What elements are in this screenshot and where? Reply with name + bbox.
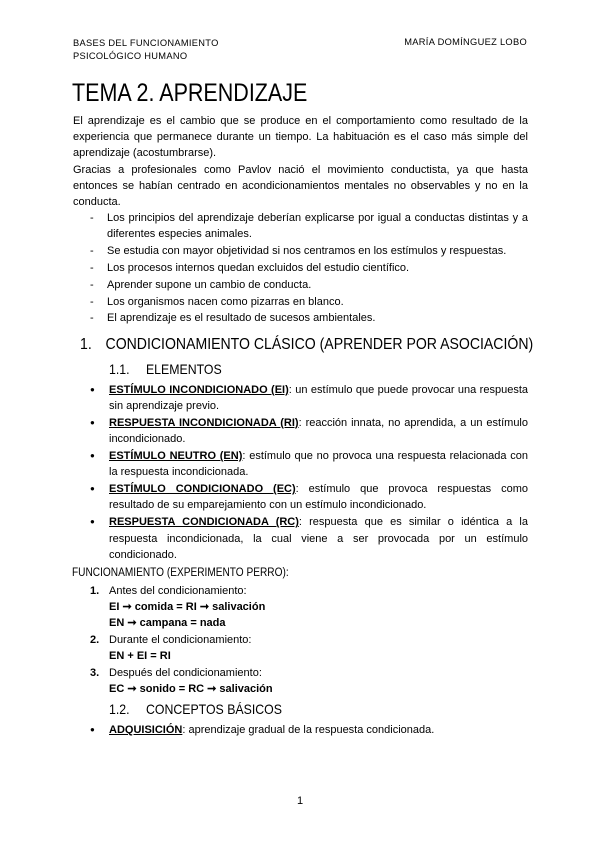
section-title: CONDICIONAMIENTO CLÁSICO (APRENDER POR ASOCIACIÓN) — [105, 335, 534, 353]
intro-paragraph: Gracias a profesionales como Pavlov nació el movimiento conductista, ya que hasta entonces se habían centrado en acondicionamientos mentales no observables y no en la conducta. — [73, 163, 528, 209]
definition-term: ESTÍMULO NEUTRO (EN) — [109, 450, 243, 463]
header-subject-line1: BASES DEL FUNCIONAMIENTO — [73, 38, 219, 48]
definition-text: : respuesta que es similar o idéntica a la respuesta incondicionada, la cual viene a ser provocada por un estímulo condicionado. — [109, 516, 528, 561]
list-item: - El aprendizaje es el resultado de sucesos ambientales. — [107, 310, 528, 326]
definition-term: ESTÍMULO CONDICIONADO (EC) — [109, 483, 296, 496]
definition-text: : reacción innata, no aprendida, a un estímulo incondicionado. — [109, 416, 528, 446]
definition-term: RESPUESTA INCONDICIONADA (RI) — [109, 416, 299, 429]
list-item: - Los organismos nacen como pizarras en blanco. — [107, 294, 528, 310]
definition-term: ADQUISICIÓN — [109, 723, 183, 736]
step-number: 2. — [90, 634, 100, 647]
step-item — [90, 665, 528, 697]
list-item — [109, 415, 528, 447]
list-item: - Los principios del aprendizaje deberían explicarse por igual a conductas distintas y a diferentes especies animales. — [107, 210, 528, 242]
principles-list — [73, 210, 528, 326]
list-item: - Se estudia con mayor objetividad si nos centramos en los estímulos y respuestas. — [107, 243, 528, 259]
section-number: 1. — [80, 335, 92, 353]
step-label: Después del condicionamiento: — [109, 667, 262, 680]
definition-text: : un estímulo que puede provocar una respuesta sin aprendizaje previo. — [109, 383, 528, 412]
list-item — [109, 722, 528, 738]
intro-paragraph: El aprendizaje es el cambio que se produce en el comportamiento como resultado de la experiencia que permanece durante un tiempo. La habituación es el caso más simple del aprendizaje (acostumbrarse). — [73, 115, 528, 160]
header-subject — [73, 37, 219, 63]
page-number: 1 — [296, 795, 304, 807]
list-item — [109, 481, 528, 513]
page-title: TEMA 2. APRENDIZAJE — [72, 79, 308, 107]
list-item: - Los procesos internos quedan excluidos del estudio científico. — [107, 260, 528, 276]
header-author: MARÍA DOMÍNGUEZ LOBO — [404, 37, 527, 47]
definition-text: : aprendizaje gradual de la respuesta condicionada. — [182, 723, 435, 736]
list-item: - Aprender supone un cambio de conducta. — [107, 277, 528, 293]
step-label: Antes del condicionamiento: — [109, 585, 247, 598]
step-number: 3. — [90, 667, 100, 680]
subsection-heading — [109, 698, 478, 720]
definition-term: RESPUESTA CONDICIONADA (RC) — [109, 516, 299, 529]
elements-list — [73, 382, 528, 563]
step-item — [90, 583, 528, 632]
step-formula: EI ➞ comida = RI ➞ salivación — [109, 601, 266, 614]
content — [72, 113, 534, 739]
subsection-number: 1.2. — [109, 700, 130, 717]
list-item — [109, 448, 528, 480]
step-label: Durante el condicionamiento: — [109, 634, 252, 647]
concepts-list — [73, 722, 528, 738]
experiment-heading: FUNCIONAMIENTO (EXPERIMENTO PERRO): — [72, 567, 289, 580]
step-formula: EN ➞ campana = nada — [109, 617, 226, 630]
list-item — [109, 382, 528, 414]
list-item — [109, 514, 528, 563]
subsection-number: 1.1. — [109, 360, 130, 377]
step-formula: EN + EI = RI — [109, 650, 171, 663]
subsection-heading — [109, 358, 478, 380]
step-item — [90, 632, 528, 664]
definition-term: ESTÍMULO INCONDICIONADO (EI) — [109, 383, 289, 396]
section-heading — [80, 332, 534, 358]
subsection-title: CONCEPTOS BÁSICOS — [145, 700, 282, 717]
step-number: 1. — [90, 585, 100, 598]
header-subject-line2: PSICOLÓGICO HUMANO — [73, 51, 188, 61]
subsection-title: ELEMENTOS — [145, 360, 222, 377]
step-formula: EC ➞ sonido = RC ➞ salivación — [109, 683, 273, 696]
definition-text: : estímulo que provoca respuestas como resultado de su emparejamiento con un estímulo incondicionado. — [109, 483, 528, 512]
definition-text: : estímulo que no provoca una respuesta relacionada con la respuesta incondicionada. — [109, 450, 528, 479]
experiment-steps — [73, 583, 528, 697]
